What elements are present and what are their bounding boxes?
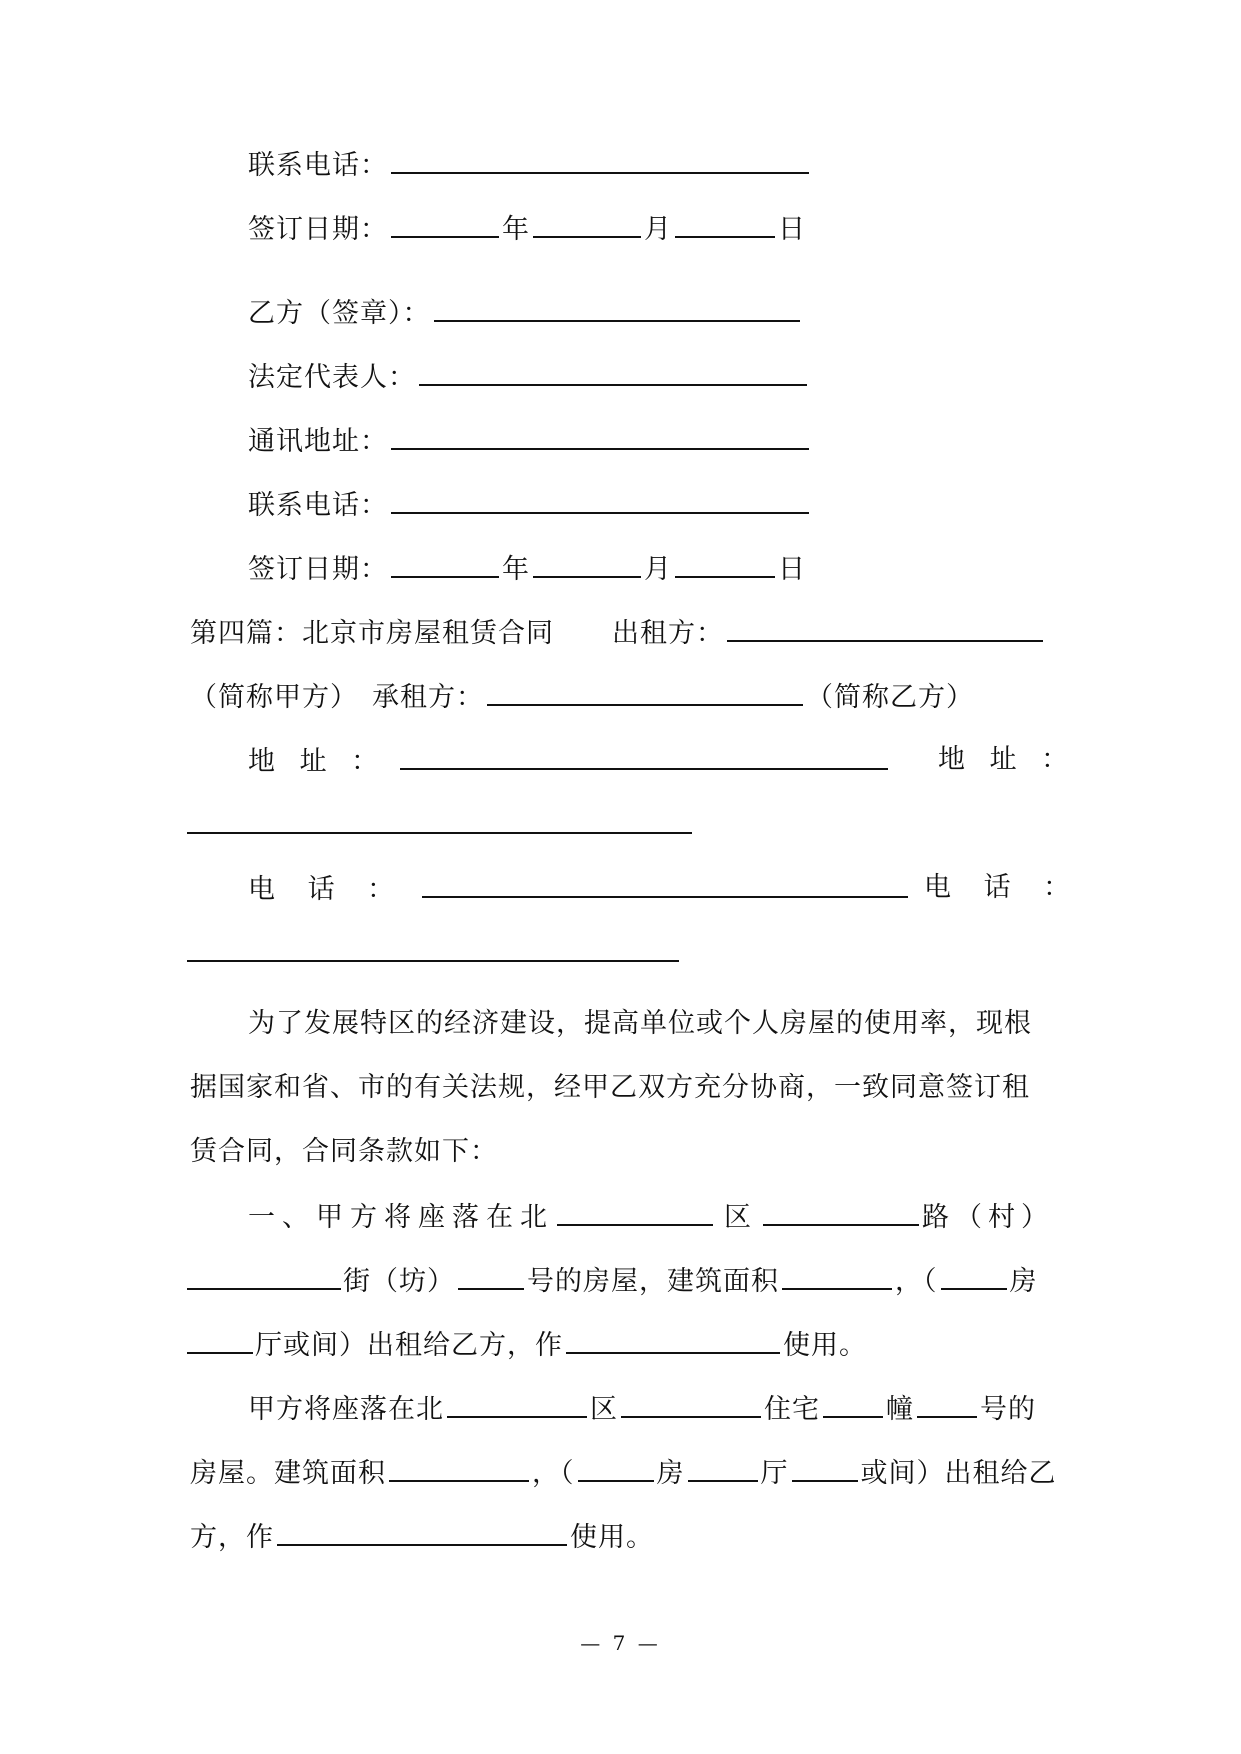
area-label: 号的房屋，建筑面积 bbox=[527, 1266, 779, 1297]
chapter-title: 第四篇：北京市房屋租赁合同 bbox=[190, 618, 554, 649]
paren-open: ，（ bbox=[895, 1266, 938, 1297]
lessor-phone-blank[interactable] bbox=[422, 866, 908, 898]
month-blank[interactable] bbox=[533, 546, 641, 578]
phone-line bbox=[248, 866, 1083, 910]
lessor-blank[interactable] bbox=[727, 610, 1043, 642]
sign-date-label: 签订日期： bbox=[248, 214, 388, 245]
district-label: 区 bbox=[724, 1202, 752, 1233]
address-label: 通讯地址： bbox=[248, 426, 388, 457]
phone-label: 联系电话： bbox=[248, 490, 388, 521]
month-label: 月 bbox=[644, 214, 672, 245]
area-blank[interactable] bbox=[782, 1258, 892, 1290]
lessor-address-blank[interactable] bbox=[400, 738, 888, 770]
number-blank[interactable] bbox=[458, 1258, 524, 1290]
lessee-label: 承租方： bbox=[372, 682, 484, 713]
month-label: 月 bbox=[644, 554, 672, 585]
phone-blank[interactable] bbox=[391, 142, 809, 174]
year-label: 年 bbox=[502, 214, 530, 245]
lessor-address-label: 地 址 ： bbox=[248, 746, 387, 777]
lessee-line bbox=[190, 674, 974, 718]
building-label: 幢 bbox=[886, 1394, 914, 1425]
clause1b-line-2 bbox=[190, 1450, 1057, 1494]
year-blank[interactable] bbox=[391, 206, 499, 238]
phone-blank[interactable] bbox=[391, 482, 809, 514]
lessee-phone-blank-line bbox=[187, 930, 679, 974]
clause1-line-1 bbox=[248, 1194, 1054, 1238]
seal-label: 乙方（签章）： bbox=[248, 298, 431, 329]
street-label: 街（坊） bbox=[343, 1266, 455, 1297]
paren-open: ，（ bbox=[532, 1458, 575, 1489]
clause1b-line-3 bbox=[190, 1514, 654, 1558]
clause1b-text: 甲方将座落在北 bbox=[248, 1394, 444, 1425]
rooms-or-blank[interactable] bbox=[792, 1450, 858, 1482]
area-blank[interactable] bbox=[389, 1450, 529, 1482]
day-label: 日 bbox=[778, 214, 806, 245]
building-blank[interactable] bbox=[823, 1386, 883, 1418]
district-label: 区 bbox=[590, 1394, 618, 1425]
party-b-address-line bbox=[248, 418, 812, 462]
rooms-blank[interactable] bbox=[941, 1258, 1007, 1290]
rooms-label: 房 bbox=[1009, 1266, 1038, 1297]
usage-label: 使用。 bbox=[783, 1330, 867, 1361]
legal-rep-label: 法定代表人： bbox=[248, 362, 416, 393]
halls-blank[interactable] bbox=[187, 1322, 253, 1354]
chapter4-title-line bbox=[190, 610, 1046, 654]
lessee-phone-label: 电 话 ： bbox=[924, 872, 1083, 903]
halls-label: 厅 bbox=[760, 1458, 789, 1489]
lease-use-label: 厅或间）出租给乙方，作 bbox=[255, 1330, 563, 1361]
lessor-abbr: （简称甲方） bbox=[190, 682, 358, 713]
party-b-legal-rep-line bbox=[248, 354, 810, 398]
residence-label: 住宅 bbox=[764, 1394, 820, 1425]
party-b-sign-date-line bbox=[248, 546, 806, 590]
usage-blank[interactable] bbox=[277, 1514, 567, 1546]
phone-label: 联系电话： bbox=[248, 150, 388, 181]
number-label: 号的 bbox=[980, 1394, 1036, 1425]
usage-blank[interactable] bbox=[566, 1322, 780, 1354]
clause1-line-3 bbox=[187, 1322, 867, 1366]
legal-rep-blank[interactable] bbox=[419, 354, 807, 386]
day-blank[interactable] bbox=[675, 206, 775, 238]
address-line bbox=[248, 738, 1077, 782]
lessee-address-blank[interactable] bbox=[187, 802, 692, 834]
page-number: — 7 — bbox=[580, 1631, 661, 1655]
year-label: 年 bbox=[502, 554, 530, 585]
residence-blank[interactable] bbox=[621, 1386, 761, 1418]
rooms-label: 房 bbox=[656, 1458, 685, 1489]
road-label: 路（村） bbox=[922, 1202, 1054, 1233]
road-blank[interactable] bbox=[763, 1194, 919, 1226]
party-a-sign-date-line bbox=[248, 206, 806, 250]
day-blank[interactable] bbox=[675, 546, 775, 578]
intro-line-2: 据国家和省、市的有关法规，经甲乙双方充分协商，一致同意签订租 bbox=[190, 1072, 1030, 1103]
lease-label: 或间）出租给乙 bbox=[860, 1458, 1057, 1489]
lessee-address-label: 地 址 ： bbox=[938, 744, 1077, 775]
number-blank[interactable] bbox=[917, 1386, 977, 1418]
seal-blank[interactable] bbox=[434, 290, 800, 322]
party-b-seal-line bbox=[248, 290, 803, 334]
clause1-line-2 bbox=[187, 1258, 1038, 1302]
lessee-phone-blank[interactable] bbox=[187, 930, 679, 962]
area-label: 房屋。建筑面积 bbox=[190, 1458, 386, 1489]
day-label: 日 bbox=[778, 554, 806, 585]
year-blank[interactable] bbox=[391, 546, 499, 578]
clause1-text: 一、甲方将座落在北 bbox=[248, 1202, 554, 1233]
party-a-phone-line bbox=[248, 142, 812, 186]
lessee-abbr: （简称乙方） bbox=[806, 682, 974, 713]
district-blank[interactable] bbox=[557, 1194, 713, 1226]
party-b-phone-line bbox=[248, 482, 812, 526]
lessee-blank[interactable] bbox=[487, 674, 803, 706]
month-blank[interactable] bbox=[533, 206, 641, 238]
halls-blank[interactable] bbox=[688, 1450, 758, 1482]
lessor-phone-label: 电 话 ： bbox=[248, 874, 407, 905]
rooms-blank[interactable] bbox=[578, 1450, 654, 1482]
district-blank[interactable] bbox=[447, 1386, 587, 1418]
usage-label: 使用。 bbox=[570, 1522, 654, 1553]
lessee-address-blank-line bbox=[187, 802, 692, 846]
clause1b-line-1 bbox=[248, 1386, 1036, 1430]
street-blank[interactable] bbox=[187, 1258, 341, 1290]
intro-line-1: 为了发展特区的经济建设，提高单位或个人房屋的使用率，现根 bbox=[248, 1008, 1032, 1039]
sign-date-label: 签订日期： bbox=[248, 554, 388, 585]
address-blank[interactable] bbox=[391, 418, 809, 450]
use-prefix: 方，作 bbox=[190, 1522, 274, 1553]
lessor-label: 出租方： bbox=[612, 618, 724, 649]
intro-line-3: 赁合同，合同条款如下： bbox=[190, 1136, 498, 1167]
